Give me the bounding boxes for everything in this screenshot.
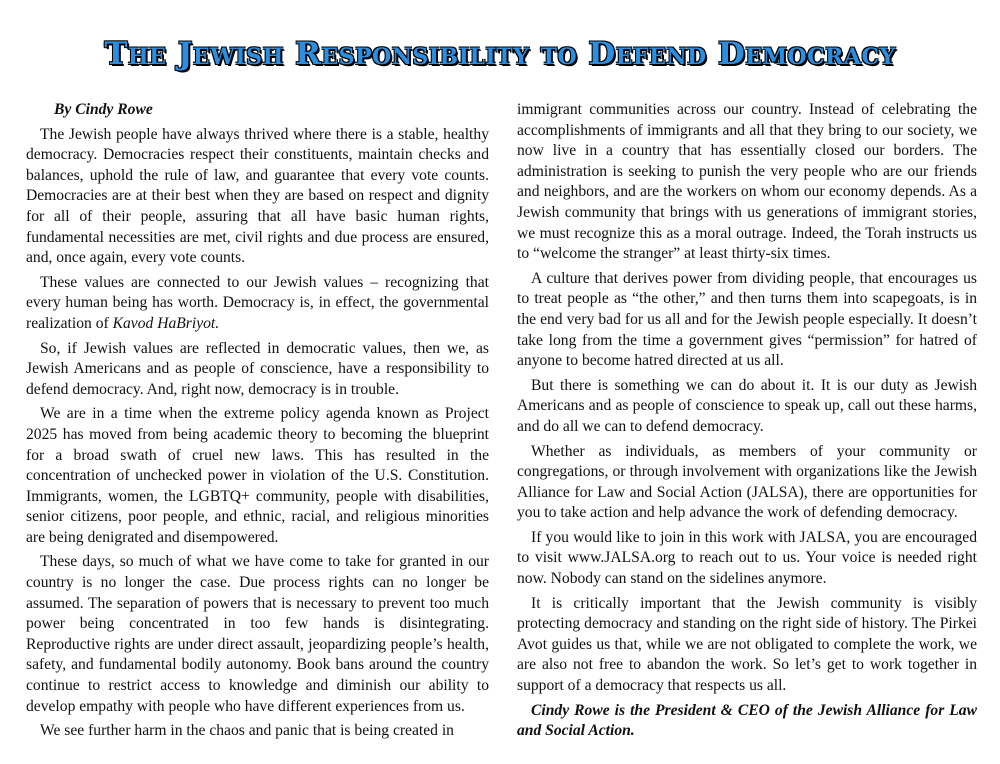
author-bio: Cindy Rowe is the President & CEO of the Jewish Alliance for Law and Social Action.	[517, 701, 977, 740]
byline: By Cindy Rowe	[54, 101, 153, 118]
paragraph: Whether as individuals, as members of your community or congregations, or through involvement with organizations like the Jewish Alliance for Law and Social Action (JALSA), there are opportunities for you to take action and help advance the work of defending democracy.	[517, 442, 977, 522]
right-column	[517, 100, 977, 746]
italic-phrase: Kavod HaBriyot.	[112, 314, 220, 332]
article-title: The Jewish Responsibility to Defend Democracy	[104, 36, 896, 72]
paragraph: The Jewish people have always thrived where there is a stable, healthy democracy. Democracies respect their constituents, maintain checks and balances, uphold the rule of law, and guarantee that every vote counts. Democracies are at their best when they are based on respect and dignity for all of their people, assuring that all have basic human rights, fundamental necessities are met, civil rights and due process are ensured, and, once again, every vote counts.	[26, 125, 489, 267]
paragraph-text: These values are connected to our Jewish values – recognizing that every human being has worth. Democracy is, in effect, the governmental realization of	[26, 273, 489, 332]
paragraph: So, if Jewish values are reflected in democratic values, then we, as Jewish Americans and as people of conscience, have a responsibility to defend democracy. And, right now, democracy is in trouble.	[26, 339, 489, 398]
paragraph: If you would like to join in this work with JALSA, you are encouraged to visit www.JALSA.org to reach out to us. Your voice is needed right now. Nobody can stand on the sidelines anymore.	[517, 528, 977, 588]
paragraph: These days, so much of what we have come to take for granted in our country is no longer the case. Due process rights can no longer be assumed. The separation of powers that is necessary to prevent too much power being concentrated in too few hands is disintegrating. Reproductive rights are under direct assault, jeopardizing people’s health, safety, and fundamental bodily autonomy. Book bans around the country continue to restrict access to knowledge and diminish our ability to develop empathy with people who have different experiences from us.	[26, 553, 489, 715]
paragraph: We are in a time when the extreme policy agenda known as Project 2025 has moved from being academic theory to becoming the blueprint for a broad swath of cruel new laws. This has resulted in the concentration of unchecked power in violation of the U.S. Constitution. Immigrants, women, the LGBTQ+ community, people with disabilities, senior citizens, poor people, and ethnic, racial, and religious minorities are being denigrated and disempowered.	[26, 405, 489, 546]
left-column	[26, 100, 489, 746]
paragraph	[26, 273, 489, 335]
paragraph: It is critically important that the Jewish community is visibly protecting democracy and standing on the right side of history. The Pirkei Avot guides us that, while we are not obligated to complete the work, we are also not free to abandon the work. So let’s get to work together in support of a democracy that respects us all.	[517, 594, 977, 695]
paragraph: immigrant communities across our country. Instead of celebrating the accomplishments of immigrants and all that they bring to our society, we now live in a country that has essentially closed our borders. The administration is seeking to punish the very people who are our friends and neighbors, and are the workers on whom our economy depends. As a Jewish community that brings with us generations of immigrant stories, we must recognize this as a moral outrage. Indeed, the Torah instructs us to “welcome the stranger” at least thirty-six times.	[517, 101, 977, 263]
paragraph: But there is something we can do about it. It is our duty as Jewish Americans and as people of conscience to speak up, call out these harms, and do all we can to defend democracy.	[517, 376, 977, 435]
paragraph: A culture that derives power from dividing people, that encourages us to treat people as “the other,” and then turns them into scapegoats, is in the end very bad for us all and for the Jewish people especially. It doesn’t take long from the time a government gives “permission” for hatred of anyone to become hatred directed at us all.	[517, 269, 977, 370]
paragraph: We see further harm in the chaos and panic that is being created in	[40, 722, 454, 740]
